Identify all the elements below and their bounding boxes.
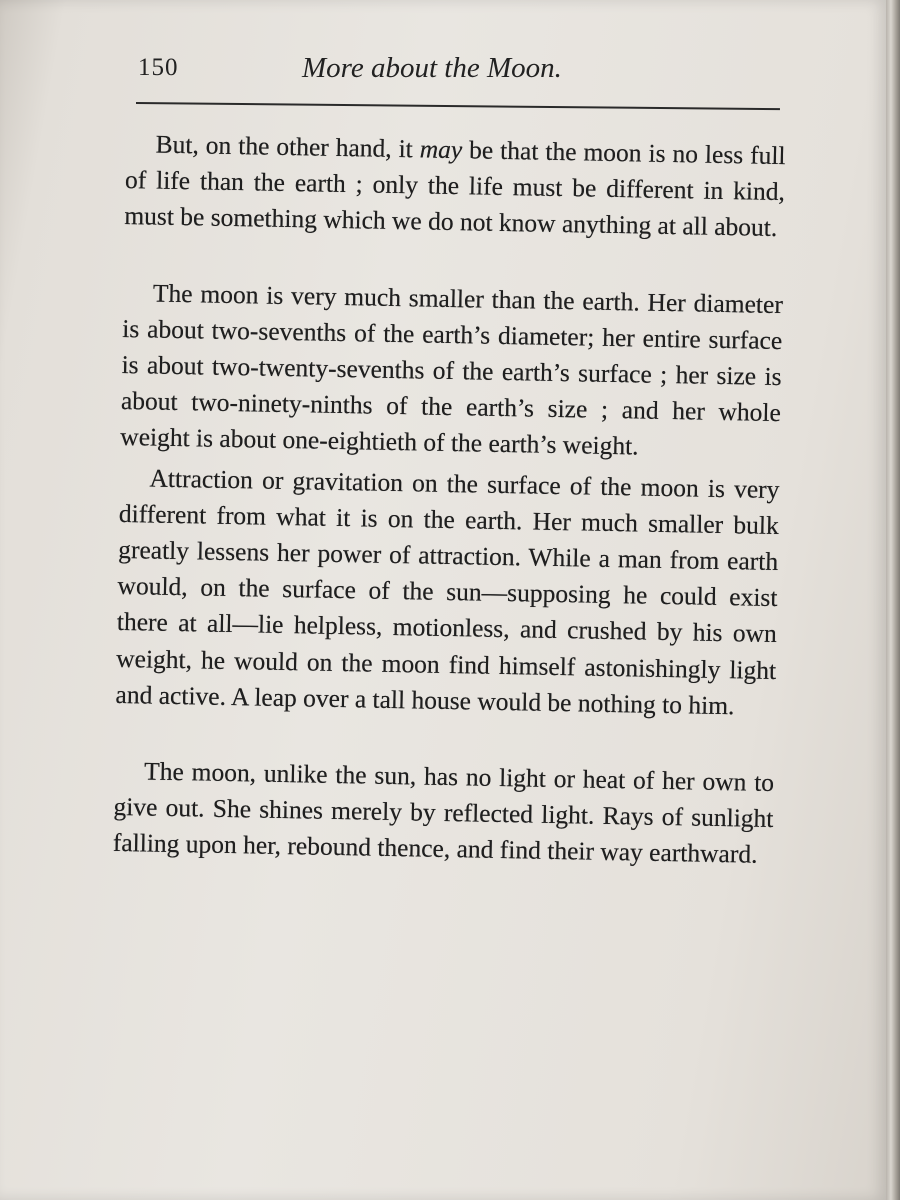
running-head: More about the Moon. (302, 52, 562, 84)
emphasis-may: may (419, 134, 463, 165)
page-number: 150 (138, 54, 179, 81)
header-rule (136, 102, 780, 110)
body-text (113, 126, 786, 874)
page-edge (886, 0, 900, 1200)
page-header (132, 54, 782, 94)
paragraph-4: The moon, unlike the sun, has no light or heat of her own to give out. She shines merely by reflected light. Rays of sunlight falling upon her, rebound thence, and find their way earthward. (112, 756, 775, 870)
paragraph-1: But, on the other hand, it may be that the moon is no less full of life than the earth ; only the life must be different in kind, must be something which we do not know anything at all about. (124, 129, 786, 243)
paragraph-2: The moon is very much smaller than the earth. Her diameter is about two-sevenths of the earth’s diameter; her entire surface is about two-twenty-sevenths of the earth’s surface ; her size is about two-ninety-ninths of the earth’s size ; and her whole weight is about one-eightieth of the earth’s weight. (120, 278, 784, 461)
paragraph-3: Attraction or gravitation on the surface of the moon is very different from what it is on the earth. Her much smaller bulk greatly lessens her power of attraction. While a man from earth would, on the surface of the sun—supposing he could exist there at all—lie helpless, motionless, and crushed by his own weight, he would on the moon find himself astonishingly light and active. A leap over a tall house would be nothing to him. (115, 463, 780, 721)
